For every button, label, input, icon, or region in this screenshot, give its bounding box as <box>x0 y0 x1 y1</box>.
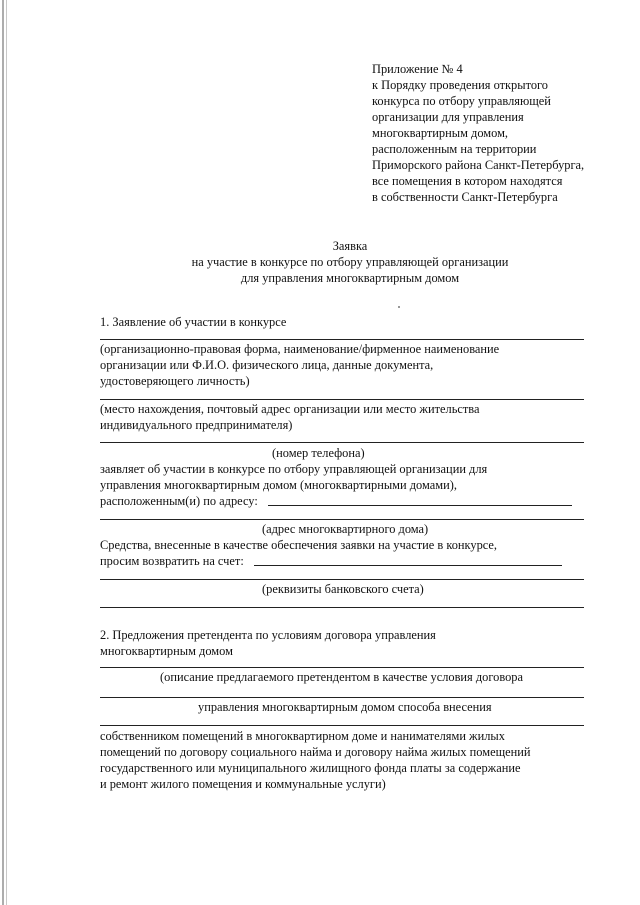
deposit-text: Средства, внесенные в качестве обеспечения заявки на участие в конкурсе, <box>100 538 498 552</box>
proposal-line-1 <box>100 667 584 668</box>
org-caption: организации или Ф.И.О. физического лица, данные документа, <box>100 358 434 372</box>
deposit-text: просим возвратить на счет: <box>100 554 244 568</box>
org-caption: (организационно-правовая форма, наименование/фирменное наименование <box>100 342 500 356</box>
proposal-line-2 <box>100 697 584 698</box>
section-1-heading: 1. Заявление об участии в конкурсе <box>100 315 287 329</box>
proposal-body: собственником помещений в многоквартирном доме и нанимателями жилых <box>100 729 505 743</box>
appendix-line: Приморского района Санкт-Петербурга, <box>372 158 585 172</box>
org-caption: удостоверяющего личность) <box>100 374 250 388</box>
section-2-heading-cont: многоквартирным домом <box>100 644 233 658</box>
section-2-heading: 2. Предложения претендента по условиям договора управления <box>100 628 436 642</box>
appendix-line: организации для управления <box>372 110 524 124</box>
proposal-caption: управления многоквартирным домом способа внесения <box>198 700 492 714</box>
phone-line <box>100 442 584 443</box>
appendix-number: Приложение № 4 <box>372 62 463 76</box>
house-address-caption: (адрес многоквартирного дома) <box>262 522 429 536</box>
declaration-text: расположенным(и) по адресу: <box>100 494 258 508</box>
scan-edge-shadow <box>6 0 7 905</box>
org-name-line <box>100 339 584 340</box>
account-inline-line <box>254 565 562 566</box>
proposal-line-3 <box>100 725 584 726</box>
house-address-inline-line <box>268 505 572 506</box>
house-address-line <box>100 519 584 520</box>
proposal-body: и ремонт жилого помещения и коммунальные услуги) <box>100 777 386 791</box>
appendix-line: в собственности Санкт-Петербурга <box>372 190 558 204</box>
proposal-body: государственного или муниципального жилищного фонда платы за содержание <box>100 761 521 775</box>
bank-details-line-2 <box>100 607 584 608</box>
bank-details-line <box>100 579 584 580</box>
declaration-text: заявляет об участии в конкурсе по отбору управляющей организации для <box>100 462 488 476</box>
address-line <box>100 399 584 400</box>
proposal-body: помещений по договору социального найма и договору найма жилых помещений <box>100 745 531 759</box>
form-subtitle: на участие в конкурсе по отбору управляющей организации <box>191 255 509 269</box>
declaration-text: управления многоквартирным домом (многоквартирными домами), <box>100 478 457 492</box>
appendix-line: расположенным на территории <box>372 142 537 156</box>
phone-caption: (номер телефона) <box>272 446 365 460</box>
address-caption: (место нахождения, почтовый адрес организации или место жительства <box>100 402 480 416</box>
proposal-caption: (описание предлагаемого претендентом в качестве условия договора <box>160 670 523 684</box>
appendix-line: конкурса по отбору управляющей <box>372 94 551 108</box>
scan-edge <box>2 0 4 905</box>
appendix-line: все помещения в котором находятся <box>372 174 563 188</box>
appendix-line: к Порядку проведения открытого <box>372 78 548 92</box>
bank-caption: (реквизиты банковского счета) <box>262 582 424 596</box>
form-title: Заявка <box>332 239 368 253</box>
scan-speck <box>398 306 400 308</box>
form-subtitle: для управления многоквартирным домом <box>240 271 460 285</box>
appendix-line: многоквартирным домом, <box>372 126 509 140</box>
address-caption: индивидуального предпринимателя) <box>100 418 293 432</box>
